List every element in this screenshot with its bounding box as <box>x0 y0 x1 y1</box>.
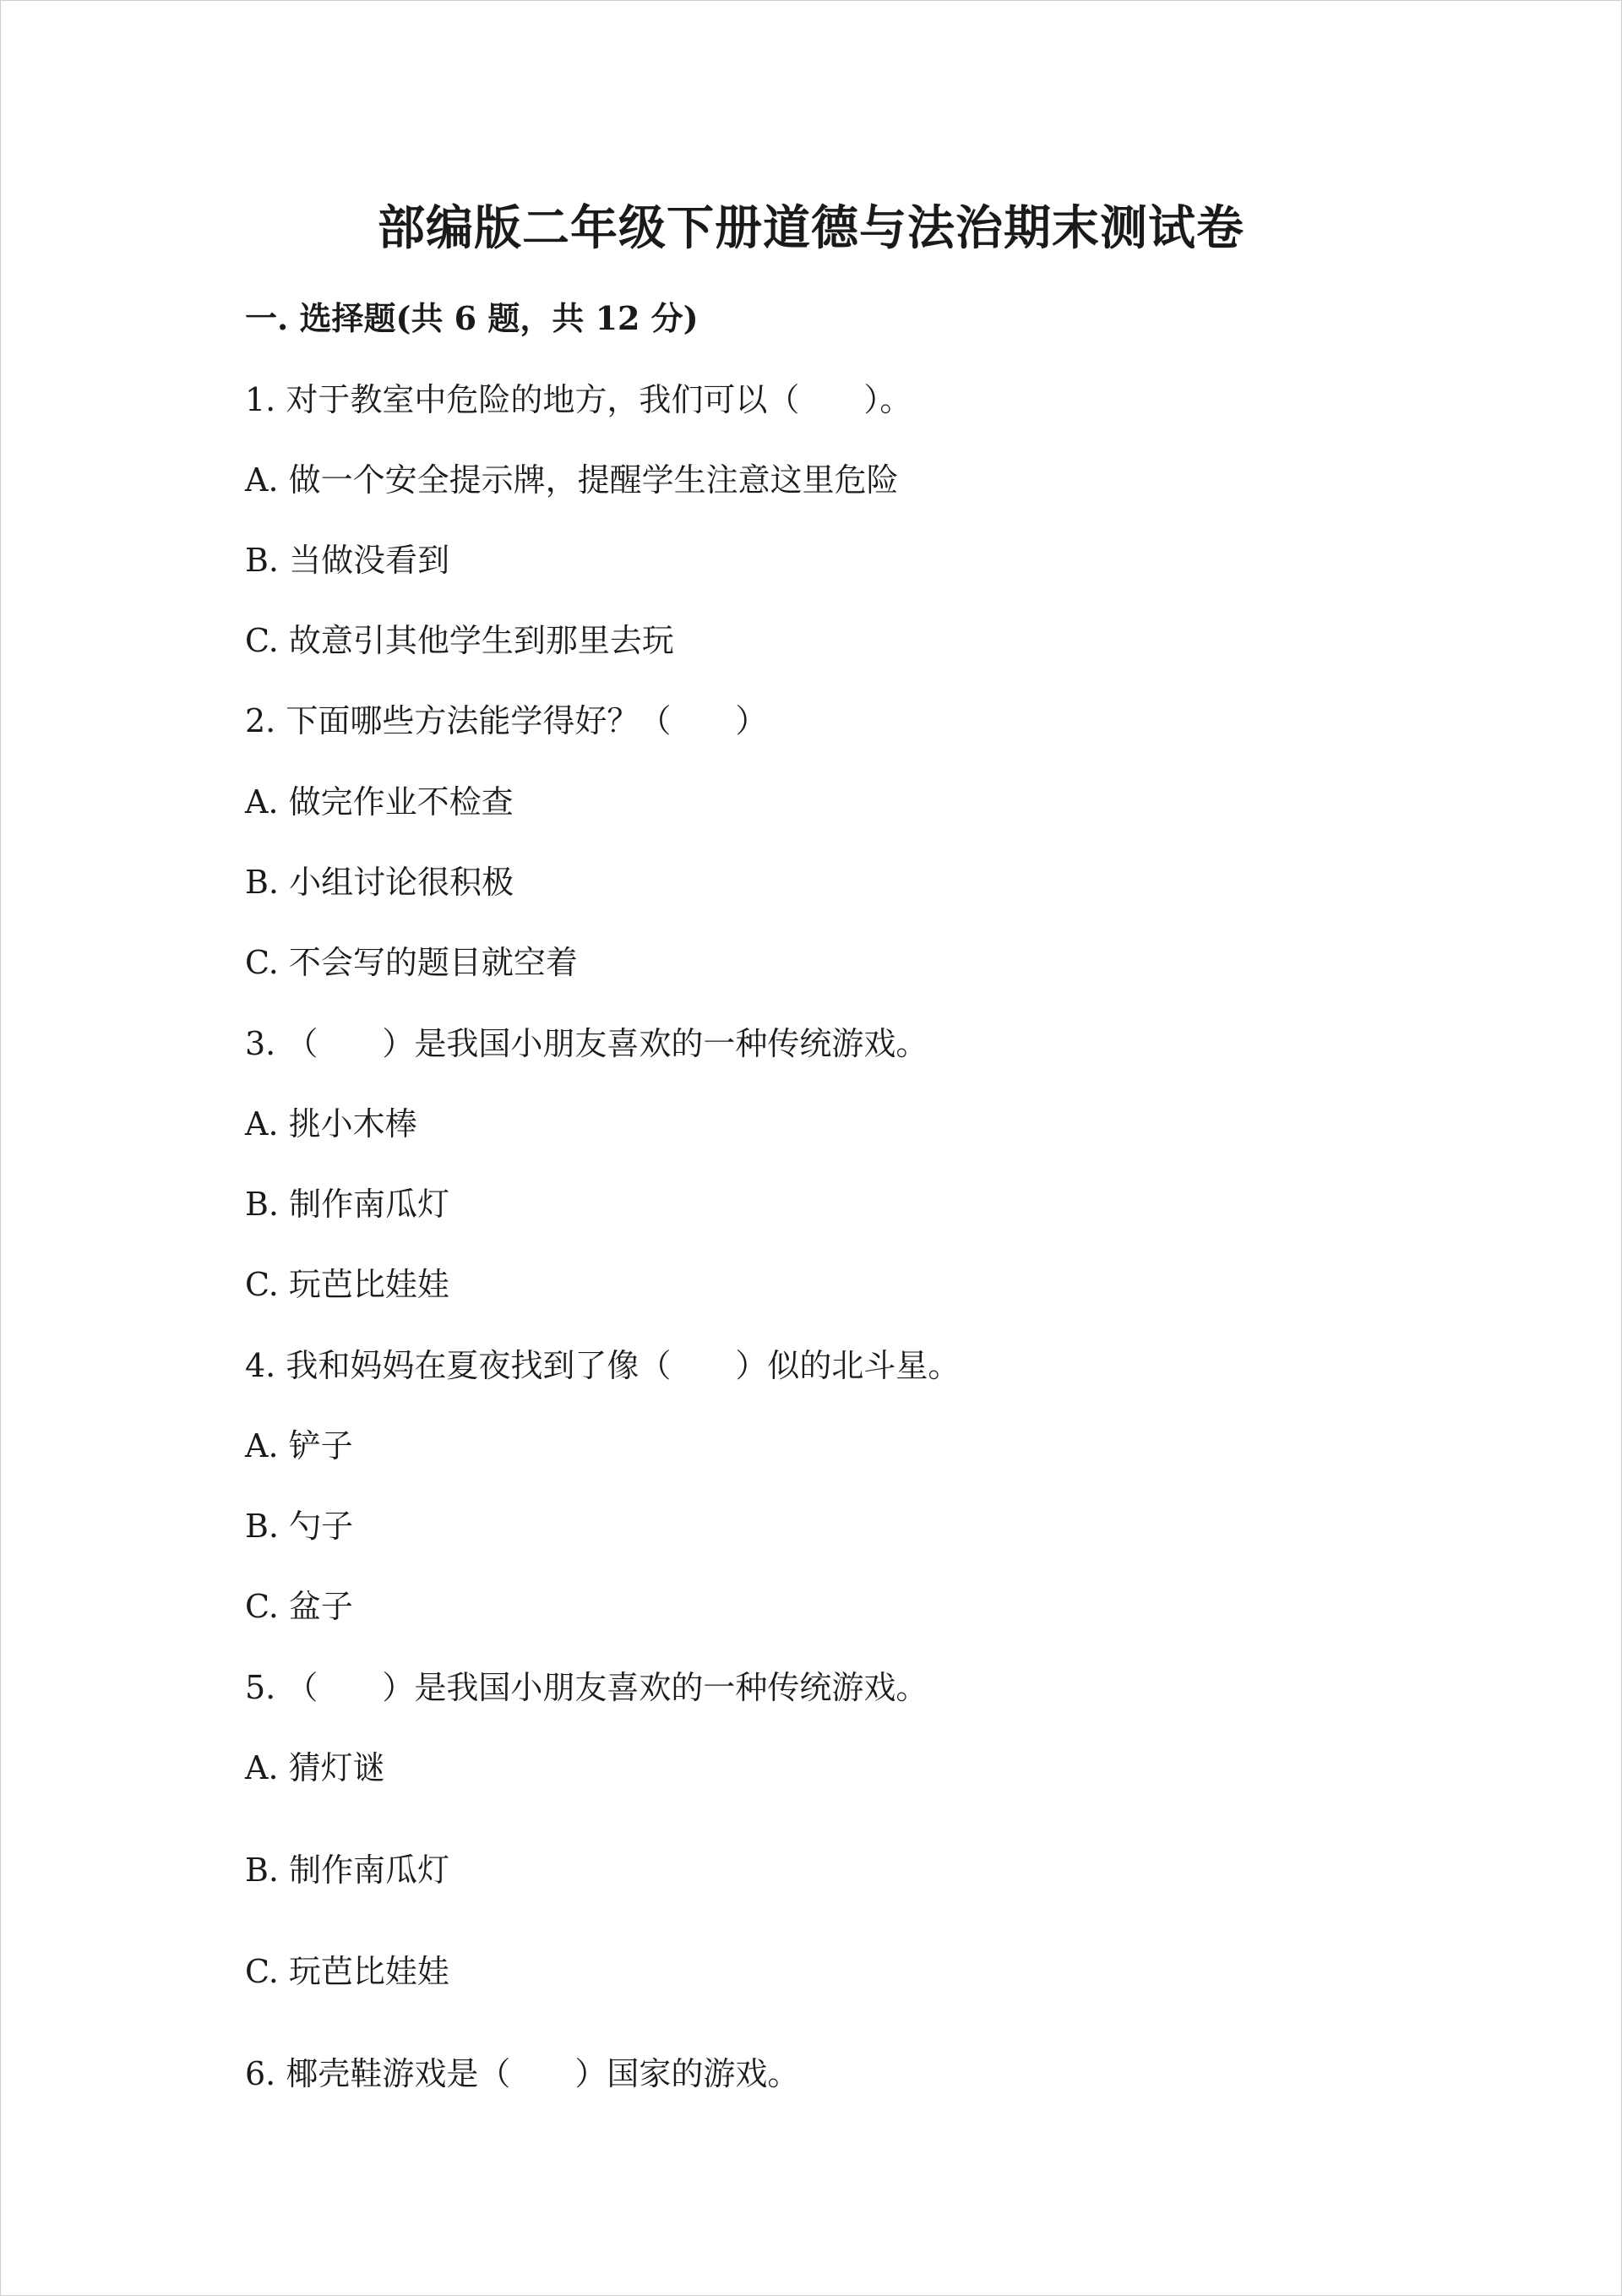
question-stem: 4. 我和妈妈在夏夜找到了像（ ）似的北斗星。 <box>245 1347 961 1384</box>
question-option: B. 制作南瓜灯 <box>245 1852 450 1889</box>
question-option: A. 挑小木棒 <box>245 1105 417 1143</box>
question-option: A. 做一个安全提示牌，提醒学生注意这里危险 <box>245 461 899 499</box>
question-stem: 2. 下面哪些方法能学得好？（ ） <box>245 702 768 739</box>
question-option: C. 玩芭比娃娃 <box>245 1266 449 1303</box>
question-option: A. 猜灯谜 <box>245 1749 385 1786</box>
question-stem: 5. （ ）是我国小朋友喜欢的一种传统游戏。 <box>245 1669 928 1706</box>
question-stem: 6. 椰壳鞋游戏是（ ）国家的游戏。 <box>245 2055 800 2092</box>
question-stem: 1. 对于教室中危险的地方，我们可以（ ）。 <box>245 381 912 418</box>
question-option: B. 勺子 <box>245 1508 354 1545</box>
question-option: B. 小组讨论很积极 <box>245 864 514 901</box>
page-title: 部编版二年级下册道德与法治期末测试卷 <box>378 200 1244 256</box>
question-option: C. 盆子 <box>245 1588 353 1625</box>
question-option: A. 铲子 <box>245 1427 353 1464</box>
question-option: B. 当做没看到 <box>245 542 450 579</box>
question-option: A. 做完作业不检查 <box>245 783 514 821</box>
question-stem: 3. （ ）是我国小朋友喜欢的一种传统游戏。 <box>245 1025 928 1062</box>
question-option: B. 制作南瓜灯 <box>245 1186 450 1223</box>
question-option: C. 玩芭比娃娃 <box>245 1953 449 1990</box>
section-heading: 一. 选择题(共 6 题，共 12 分) <box>245 299 699 337</box>
question-option: C. 不会写的题目就空着 <box>245 944 578 981</box>
question-option: C. 故意引其他学生到那里去玩 <box>245 622 674 659</box>
